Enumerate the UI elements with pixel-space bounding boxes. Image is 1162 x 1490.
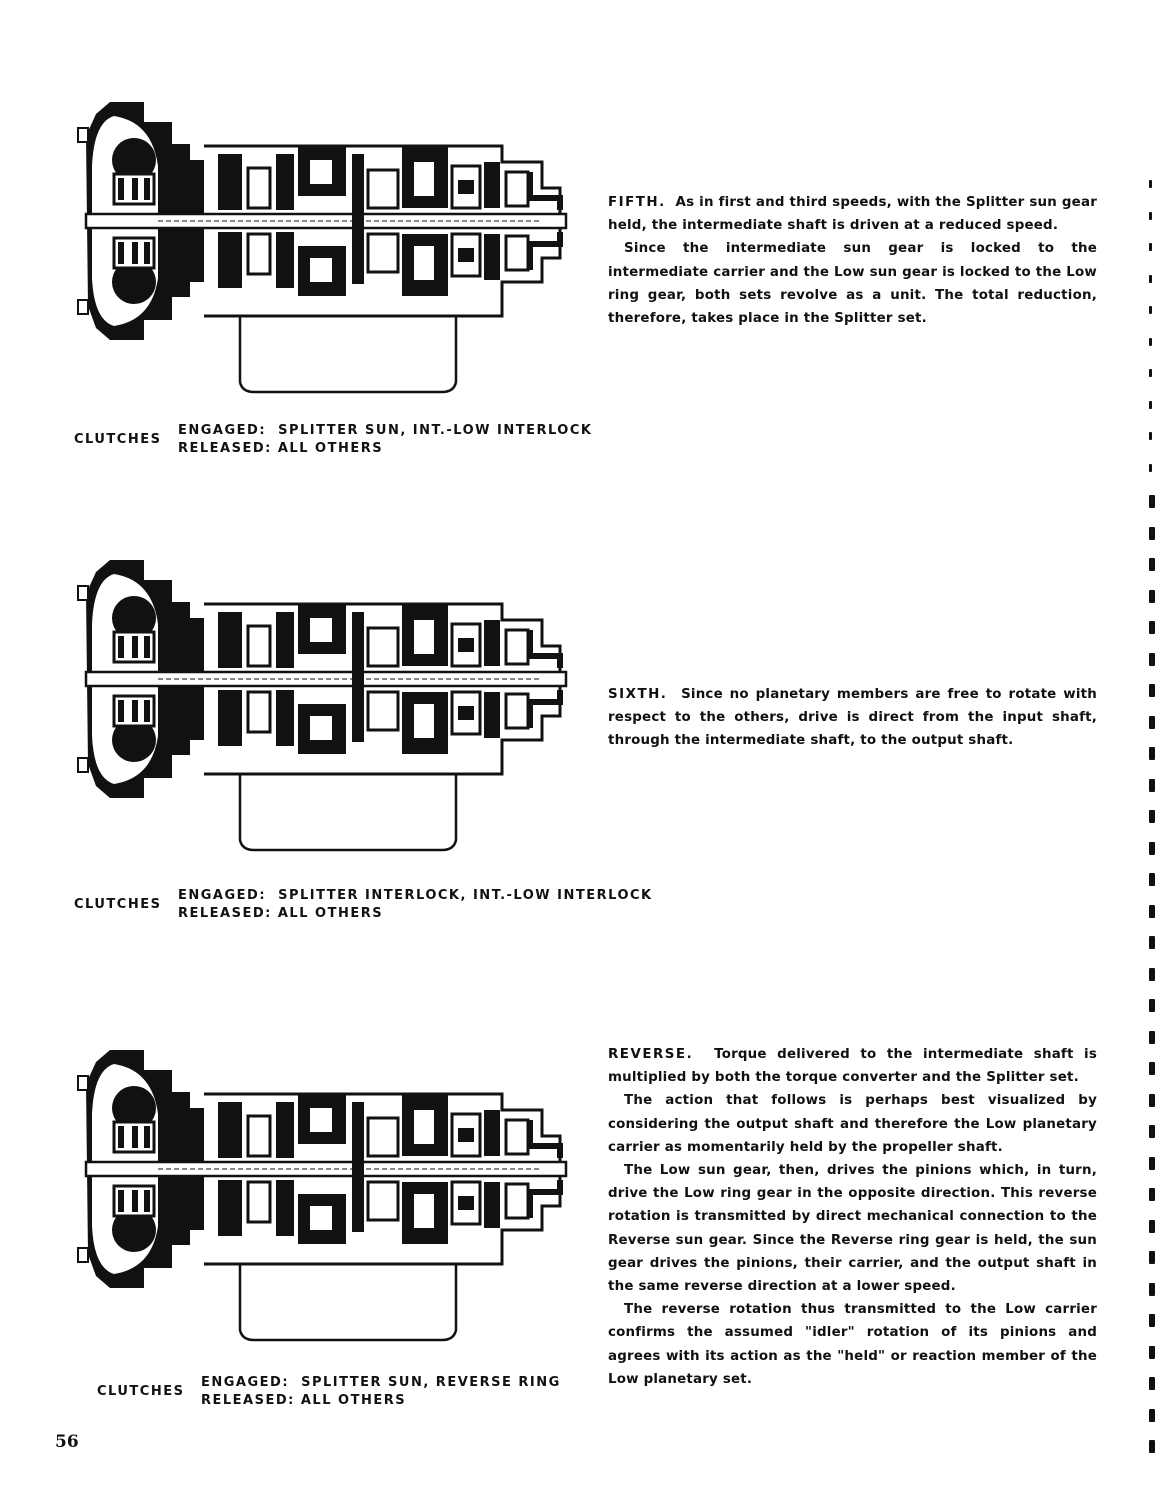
description-sixth [608, 683, 1097, 753]
binding-hole [1149, 684, 1155, 697]
binding-hole [1149, 1125, 1155, 1138]
heading-sixth: SIXTH. [608, 687, 668, 702]
clutches-label: CLUTCHES [97, 1384, 185, 1399]
binding-hole [1149, 1283, 1155, 1296]
paragraph: Since no planetary members are free to rotate with respect to the others, drive is direct from the input shaft, through the intermediate shaft, to the output shaft. [608, 687, 1097, 749]
paragraph: As in first and third speeds, with the Splitter sun gear held, the intermediate shaft is driven at a reduced speed. [608, 195, 1097, 234]
binding-hole [1149, 275, 1152, 283]
binding-hole [1149, 905, 1155, 918]
page-number: 56 [55, 1432, 79, 1452]
binding-hole [1149, 432, 1152, 440]
clutches-label: CLUTCHES [74, 897, 162, 912]
binding-hole [1149, 1314, 1155, 1327]
binding-hole [1149, 1220, 1155, 1233]
binding-hole [1149, 936, 1155, 949]
binding-hole [1149, 495, 1155, 508]
transmission-diagram-fifth [72, 92, 582, 402]
paragraph: Torque delivered to the intermediate shaft is multiplied by both the torque converter and the Splitter set. [608, 1047, 1097, 1086]
clutches-engaged: ENGAGED: SPLITTER INTERLOCK, INT.-LOW INTERLOCK [178, 888, 653, 903]
heading-fifth: FIFTH. [608, 195, 666, 210]
binding-hole [1149, 1062, 1155, 1075]
binding-hole [1149, 810, 1155, 823]
clutches-engaged: ENGAGED: SPLITTER SUN, INT.-LOW INTERLOCK [178, 423, 593, 438]
binding-hole [1149, 243, 1152, 251]
description-reverse [608, 1043, 1097, 1391]
binding-hole [1149, 1188, 1155, 1201]
binding-hole [1149, 1409, 1155, 1422]
paragraph: The reverse rotation thus transmitted to the Low carrier confirms the assumed "idler" rotation of its pinions and agrees with its action as the "held" or reaction member of the Low planetary set. [608, 1302, 1097, 1387]
binding-hole [1149, 558, 1155, 571]
binding-hole [1149, 779, 1155, 792]
binding-hole [1149, 212, 1152, 220]
binding-hole [1149, 1157, 1155, 1170]
description-fifth [608, 191, 1097, 330]
binding-hole [1149, 1251, 1155, 1264]
binding-hole [1149, 747, 1155, 760]
clutches-released: RELEASED: ALL OTHERS [178, 906, 384, 921]
binding-hole [1149, 999, 1155, 1012]
clutches-engaged: ENGAGED: SPLITTER SUN, REVERSE RING [201, 1375, 561, 1390]
binding-hole [1149, 842, 1155, 855]
binding-hole [1149, 306, 1152, 314]
binding-hole [1149, 464, 1152, 472]
binding-hole [1149, 369, 1152, 377]
binding-hole [1149, 1094, 1155, 1107]
binding-hole [1149, 621, 1155, 634]
binding-hole [1149, 401, 1152, 409]
transmission-diagram-reverse [72, 1040, 582, 1350]
binding-hole [1149, 527, 1155, 540]
binding-hole [1149, 1031, 1155, 1044]
paragraph: The action that follows is perhaps best visualized by considering the output shaft and therefore the Low planetary carrier as momentarily held by the propeller shaft. [608, 1093, 1097, 1155]
binding-hole [1149, 338, 1152, 346]
binding-hole [1149, 1440, 1155, 1453]
binding-hole [1149, 1377, 1155, 1390]
binding-hole [1149, 653, 1155, 666]
paragraph: The Low sun gear, then, drives the pinions which, in turn, drive the Low ring gear in the opposite direction. This reverse rotation is transmitted by direct mechanical connection to the Reverse sun gear. Since the Reverse ring gear is held, the sun gear drives the pinions, their carrier, and the output shaft in the same reverse direction at a lower speed. [608, 1163, 1097, 1295]
clutches-label: CLUTCHES [74, 432, 162, 447]
binding-hole [1149, 180, 1152, 188]
spiral-binding [1146, 180, 1160, 1480]
transmission-diagram-sixth [72, 550, 582, 860]
heading-reverse: REVERSE. [608, 1047, 694, 1062]
binding-hole [1149, 716, 1155, 729]
paragraph: Since the intermediate sun gear is locked to the intermediate carrier and the Low sun gear is locked to the Low ring gear, both sets revolve as a unit. The total reduction, therefore, takes place in the Splitter set. [608, 241, 1097, 327]
binding-hole [1149, 873, 1155, 886]
clutches-released: RELEASED: ALL OTHERS [178, 441, 384, 456]
binding-hole [1149, 590, 1155, 603]
binding-hole [1149, 968, 1155, 981]
clutches-released: RELEASED: ALL OTHERS [201, 1393, 407, 1408]
binding-hole [1149, 1346, 1155, 1359]
